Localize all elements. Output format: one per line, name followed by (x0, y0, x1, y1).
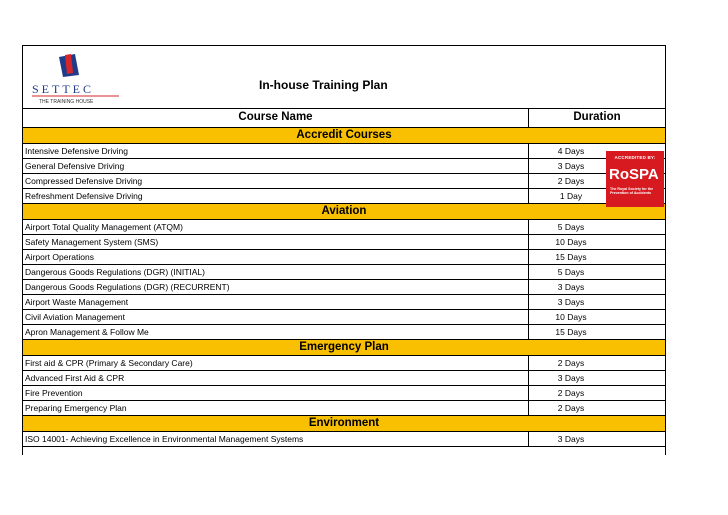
sheet-header (23, 46, 665, 109)
course-name-cell: Refreshment Defensive Driving (25, 191, 143, 201)
logo-tagline-text: THE TRAINING HOUSE (39, 99, 94, 105)
table-row (23, 356, 665, 371)
table-row (23, 280, 665, 295)
duration-cell: 2 Days (557, 358, 585, 368)
course-name-cell: First aid & CPR (Primary & Secondary Care) (25, 358, 193, 368)
duration-cell: 2 Days (557, 388, 585, 398)
table-row (23, 265, 665, 280)
duration-cell: 4 Days (557, 146, 585, 156)
table-row (23, 144, 665, 159)
course-name-cell: Fire Prevention (25, 388, 83, 398)
course-name-cell: Airport Waste Management (25, 297, 129, 307)
duration-cell: 3 Days (557, 373, 585, 383)
course-name-header: Course Name (23, 108, 529, 127)
table-row (23, 432, 665, 447)
table-row (23, 235, 665, 250)
table-row (23, 250, 665, 265)
course-name-cell: Apron Management & Follow Me (25, 327, 149, 337)
table-row (23, 174, 665, 189)
table-row (23, 371, 665, 386)
table-row (23, 159, 665, 174)
course-name-cell: Preparing Emergency Plan (25, 403, 127, 413)
course-name-cell: Airport Operations (25, 252, 94, 262)
settec-logo (29, 53, 124, 105)
duration-cell: 10 Days (555, 312, 587, 322)
duration-cell: 1 Day (559, 191, 583, 201)
badge-label: ACCREDITED BY: (614, 155, 656, 160)
rospa-accreditation-badge (606, 151, 664, 207)
table-row (23, 189, 665, 204)
course-name-cell: Civil Aviation Management (25, 312, 126, 322)
table-row (23, 386, 665, 401)
duration-cell: 5 Days (557, 267, 585, 277)
course-name-cell: General Defensive Driving (25, 161, 125, 171)
duration-cell: 3 Days (557, 161, 585, 171)
column-header-row (23, 108, 665, 128)
course-name-cell: Intensive Defensive Driving (25, 146, 128, 156)
duration-cell: 3 Days (557, 434, 585, 444)
table-row (23, 220, 665, 235)
duration-cell: 2 Days (557, 403, 585, 413)
course-name-cell: ISO 14001- Achieving Excellence in Environmental Management Systems (25, 434, 304, 444)
duration-header: Duration (573, 111, 621, 123)
course-name-cell: Compressed Defensive Driving (25, 176, 143, 186)
training-plan-sheet (22, 45, 666, 455)
page-title: In-house Training Plan (259, 78, 388, 92)
duration-cell: 15 Days (555, 252, 587, 262)
duration-cell: 15 Days (555, 327, 587, 337)
settec-logo-mark-icon (29, 53, 124, 105)
table-row (23, 295, 665, 310)
table-row (23, 310, 665, 325)
section-header: Emergency Plan (23, 340, 665, 356)
logo-brand-text: SETTEC (32, 82, 94, 96)
course-name-cell: Safety Management System (SMS) (25, 237, 159, 247)
table-row (23, 325, 665, 340)
course-name-cell: Dangerous Goods Regulations (DGR) (RECURRENT) (25, 282, 230, 292)
badge-name: RoSPA (609, 166, 659, 183)
section-header: Aviation (23, 204, 665, 220)
course-name-cell: Airport Total Quality Management (ATQM) (25, 222, 183, 232)
duration-cell: 10 Days (555, 237, 587, 247)
course-name-cell: Dangerous Goods Regulations (DGR) (INITIAL) (25, 267, 205, 277)
section-header: Environment (23, 416, 665, 432)
course-name-cell: Advanced First Aid & CPR (25, 373, 125, 383)
duration-cell: 2 Days (557, 176, 585, 186)
badge-tagline: The Royal Society for the Prevention of Accidents (610, 187, 654, 196)
duration-cell: 3 Days (557, 297, 585, 307)
duration-cell: 3 Days (557, 282, 585, 292)
duration-cell: 5 Days (557, 222, 585, 232)
section-header: Accredit Courses (23, 128, 665, 144)
table-row (23, 401, 665, 416)
